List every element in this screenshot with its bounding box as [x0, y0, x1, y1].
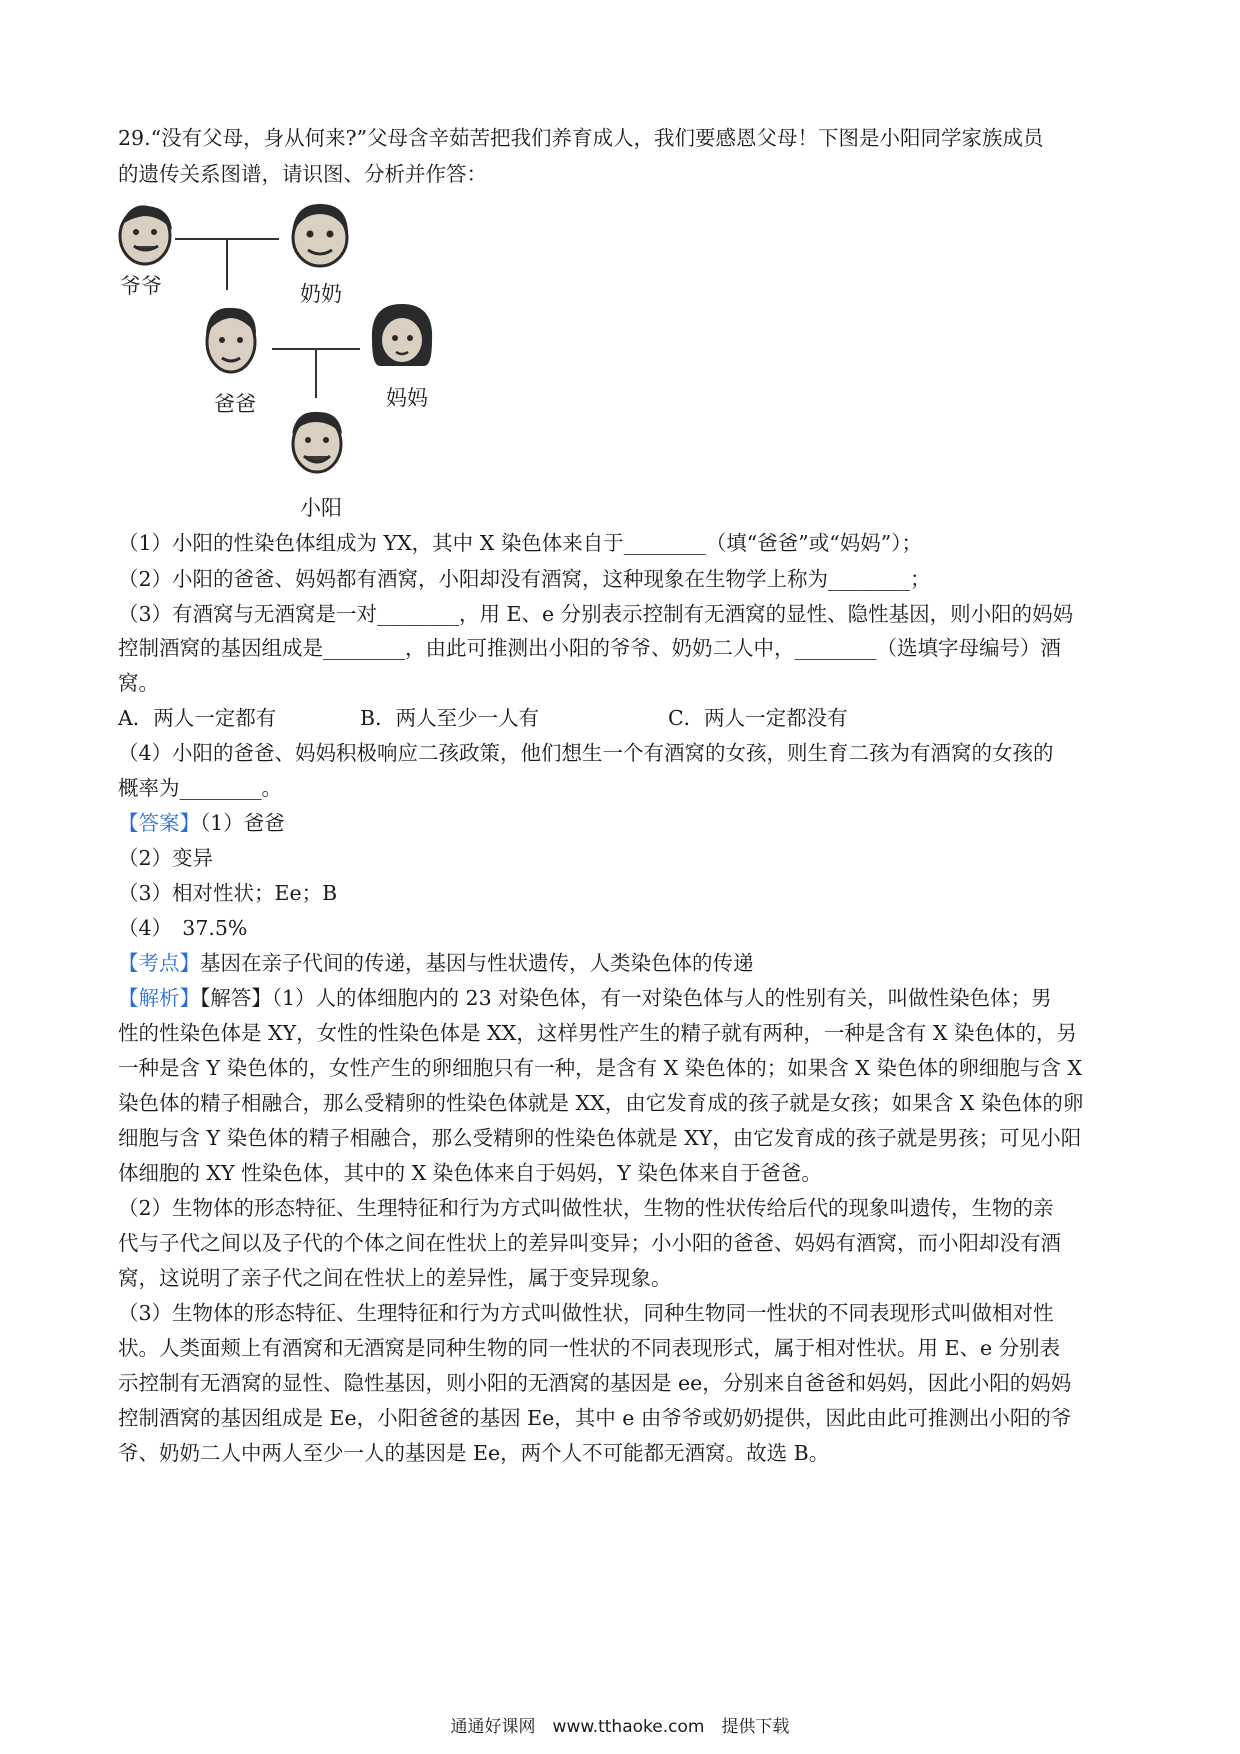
jiexi-p1-l1: 【解答】（1）人的体细胞内的 23 对染色体，有一对染色体与人的性别有关，叫做性染色体；男: [200, 986, 1052, 1010]
answer-tag: 【答案】: [118, 811, 200, 835]
jiexi-p3-l4: 控制酒窝的基因组成是 Ee，小阳爸爸的基因 Ee，其中 e 由爷爷或奶奶提供，因此由此可推测出小阳的爷: [118, 1406, 1072, 1430]
jiexi-p2-l3: 窝，这说明了亲子代之间在性状上的差异性，属于变异现象。: [118, 1266, 672, 1290]
kaodian-tag: 【考点】: [118, 951, 200, 975]
jiexi-p3-l5: 爷、奶奶二人中两人至少一人的基因是 Ee，两个人不可能都无酒窝。故选 B。: [118, 1441, 830, 1465]
subquestion-4-line-1: （4）小阳的爸爸、妈妈积极响应二孩政策，他们想生一个有酒窝的女孩，则生育二孩为有酒窝的女孩的: [118, 741, 1054, 765]
jiexi-p2-l1: （2）生物体的形态特征、生理特征和行为方式叫做性状，生物的性状传给后代的现象叫遗传，生物的亲: [118, 1196, 1054, 1220]
descent-line-parents: [315, 348, 317, 398]
grandma-face-illustration: [282, 200, 358, 272]
jiexi-p3-l3: 示控制有无酒窝的显性、隐性基因，则小阳的无酒窝的基因是 ee，分别来自爸爸和妈妈，因此小阳的妈妈: [118, 1371, 1072, 1395]
question-line-1: 29.“没有父母，身从何来?”父母含辛茹苦把我们养育成人，我们要感恩父母！下图是小阳同学家族成员: [118, 126, 1044, 150]
option-b: B．两人至少一人有: [360, 706, 540, 730]
answer-1: （1）爸爸: [200, 811, 285, 835]
option-a: A．两人一定都有: [118, 706, 277, 730]
page-footer: 通通好课网 www.tthaoke.com 提供下载: [450, 1717, 790, 1737]
label-father: 爸爸: [214, 392, 256, 416]
label-child: 小阳: [300, 496, 342, 520]
jiexi-p3-l1: （3）生物体的形态特征、生理特征和行为方式叫做性状，同种生物同一性状的不同表现形式叫做相对性: [118, 1301, 1054, 1325]
answer-line-1: [118, 809, 1128, 837]
kaodian-text: 基因在亲子代间的传递，基因与性状遗传，人类染色体的传递: [200, 951, 754, 975]
jiexi-tag: 【解析】: [118, 986, 200, 1010]
mother-face-illustration: [366, 300, 438, 370]
label-grandpa: 爷爷: [120, 274, 162, 298]
jiexi-p1-l3: 一种是含 Y 染色体的，女性产生的卵细胞只有一种，是含有 X 染色体的；如果含 X 染色体的卵细胞与含 X: [118, 1056, 1082, 1080]
subquestion-1: （1）小阳的性染色体组成为 YX，其中 X 染色体来自于________（填“爸爸”或“妈妈”）；: [118, 531, 922, 555]
descent-line-grandparents: [226, 238, 228, 290]
child-face-illustration: [282, 404, 352, 480]
subquestion-3-line-1: （3）有酒窝与无酒窝是一对________，用 E、e 分别表示控制有无酒窝的显性、隐性基因，则小阳的妈妈: [118, 602, 1074, 626]
subquestion-2: （2）小阳的爸爸、妈妈都有酒窝，小阳却没有酒窝，这种现象在生物学上称为________；: [118, 567, 931, 591]
subquestion-4-line-2: 概率为________。: [118, 776, 282, 800]
answer-4: （4） 37.5%: [118, 916, 248, 940]
kaodian-line: [118, 949, 1128, 977]
label-mother: 妈妈: [386, 386, 428, 410]
answer-3: （3）相对性状；Ee；B: [118, 881, 338, 905]
jiexi-p1-l5: 细胞与含 Y 染色体的精子相融合，那么受精卵的性染色体就是 XY，由它发育成的孩子就是男孩；可见小阳: [118, 1126, 1082, 1150]
jiexi-p1-l2: 性的性染色体是 XY，女性的性染色体是 XX，这样男性产生的精子就有两种，一种是含有 X 染色体的，另: [118, 1021, 1077, 1045]
jiexi-p1-l6: 体细胞的 XY 性染色体，其中的 X 染色体来自于妈妈，Y 染色体来自于爸爸。: [118, 1161, 822, 1185]
label-grandma: 奶奶: [300, 282, 342, 306]
option-c: C．两人一定都没有: [668, 706, 848, 730]
grandpa-face-illustration: [110, 200, 180, 270]
pedigree-diagram: [110, 200, 510, 580]
jiexi-line-1: [118, 984, 1128, 1012]
answer-2: （2）变异: [118, 846, 214, 870]
jiexi-p2-l2: 代与子代之间以及子代的个体之间在性状上的差异叫变异；小小阳的爸爸、妈妈有酒窝，而小阳却没有酒: [118, 1231, 1061, 1255]
jiexi-p1-l4: 染色体的精子相融合，那么受精卵的性染色体就是 XX，由它发育成的孩子就是女孩；如果含 X 染色体的卵: [118, 1091, 1084, 1115]
father-face-illustration: [198, 302, 264, 378]
subquestion-3-line-2: 控制酒窝的基因组成是________，由此可推测出小阳的爷爷、奶奶二人中，________（选填字母编号）酒: [118, 636, 1061, 660]
subquestion-3-line-3: 窝。: [118, 671, 159, 695]
question-line-2: 的遗传关系图谱，请识图、分析并作答：: [118, 162, 487, 186]
jiexi-p3-l2: 状。人类面颊上有酒窝和无酒窝是同种生物的同一性状的不同表现形式，属于相对性状。用 E、e 分别表: [118, 1336, 1061, 1360]
